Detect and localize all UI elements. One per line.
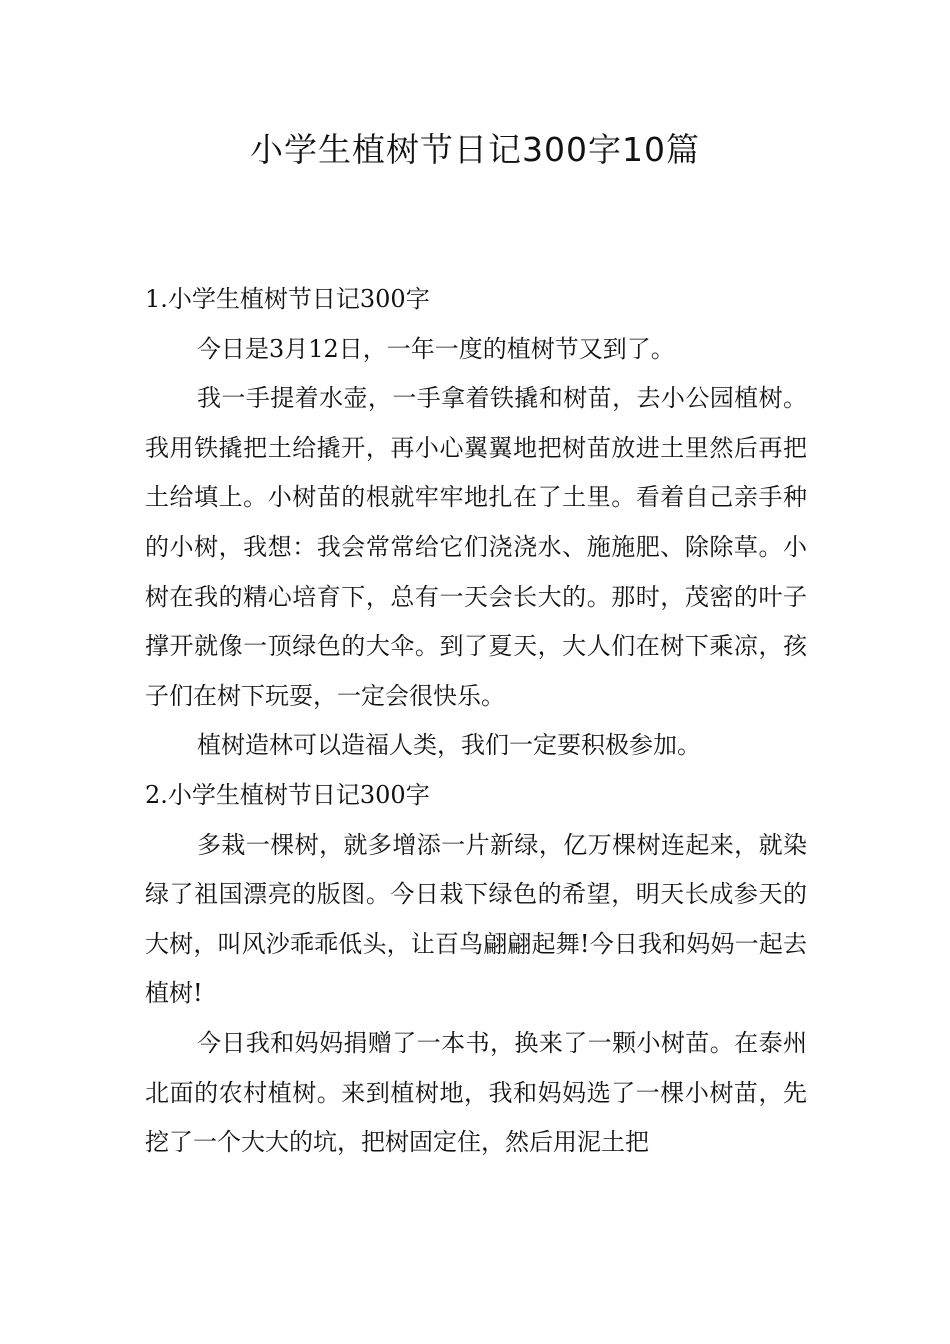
paragraph: 多栽一棵树，就多增添一片新绿，亿万棵树连起来，就染绿了祖国漂亮的版图。今日栽下绿色的希望，明天长成参天的大树，叫风沙乖乖低头，让百鸟翩翩起舞!今日我和妈妈一起去植树! [145,830,807,1008]
paragraph: 今日我和妈妈捐赠了一本书，换来了一颗小树苗。在泰州北面的农村植树。来到植树地，我和妈妈选了一棵小树苗，先挖了一个大大的坑，把树固定住，然后用泥土把 [145,1028,807,1157]
document-body [145,275,807,1168]
section-heading: 2.小学生植树节日记300字 [145,780,430,809]
paragraph: 植树造林可以造福人类，我们一定要积极参加。 [197,731,701,760]
paragraph: 今日是3月12日，一年一度的植树节又到了。 [197,334,675,363]
paragraph: 我一手提着水壶，一手拿着铁撬和树苗，去小公园植树。我用铁撬把土给撬开，再小心翼翼地把树苗放进土里然后再把土给填上。小树苗的根就牢牢地扎在了土里。看着自己亲手种的小树，我想：我会常常给它们浇浇水、施施肥、除除草。小树在我的精心培育下，总有一天会长大的。那时，茂密的叶子撑开就像一顶绿色的大伞。到了夏天，大人们在树下乘凉，孩子们在树下玩耍，一定会很快乐。 [145,384,807,710]
document-title: 小学生植树节日记300字10篇 [250,130,700,169]
section-heading: 1.小学生植树节日记300字 [145,285,430,313]
